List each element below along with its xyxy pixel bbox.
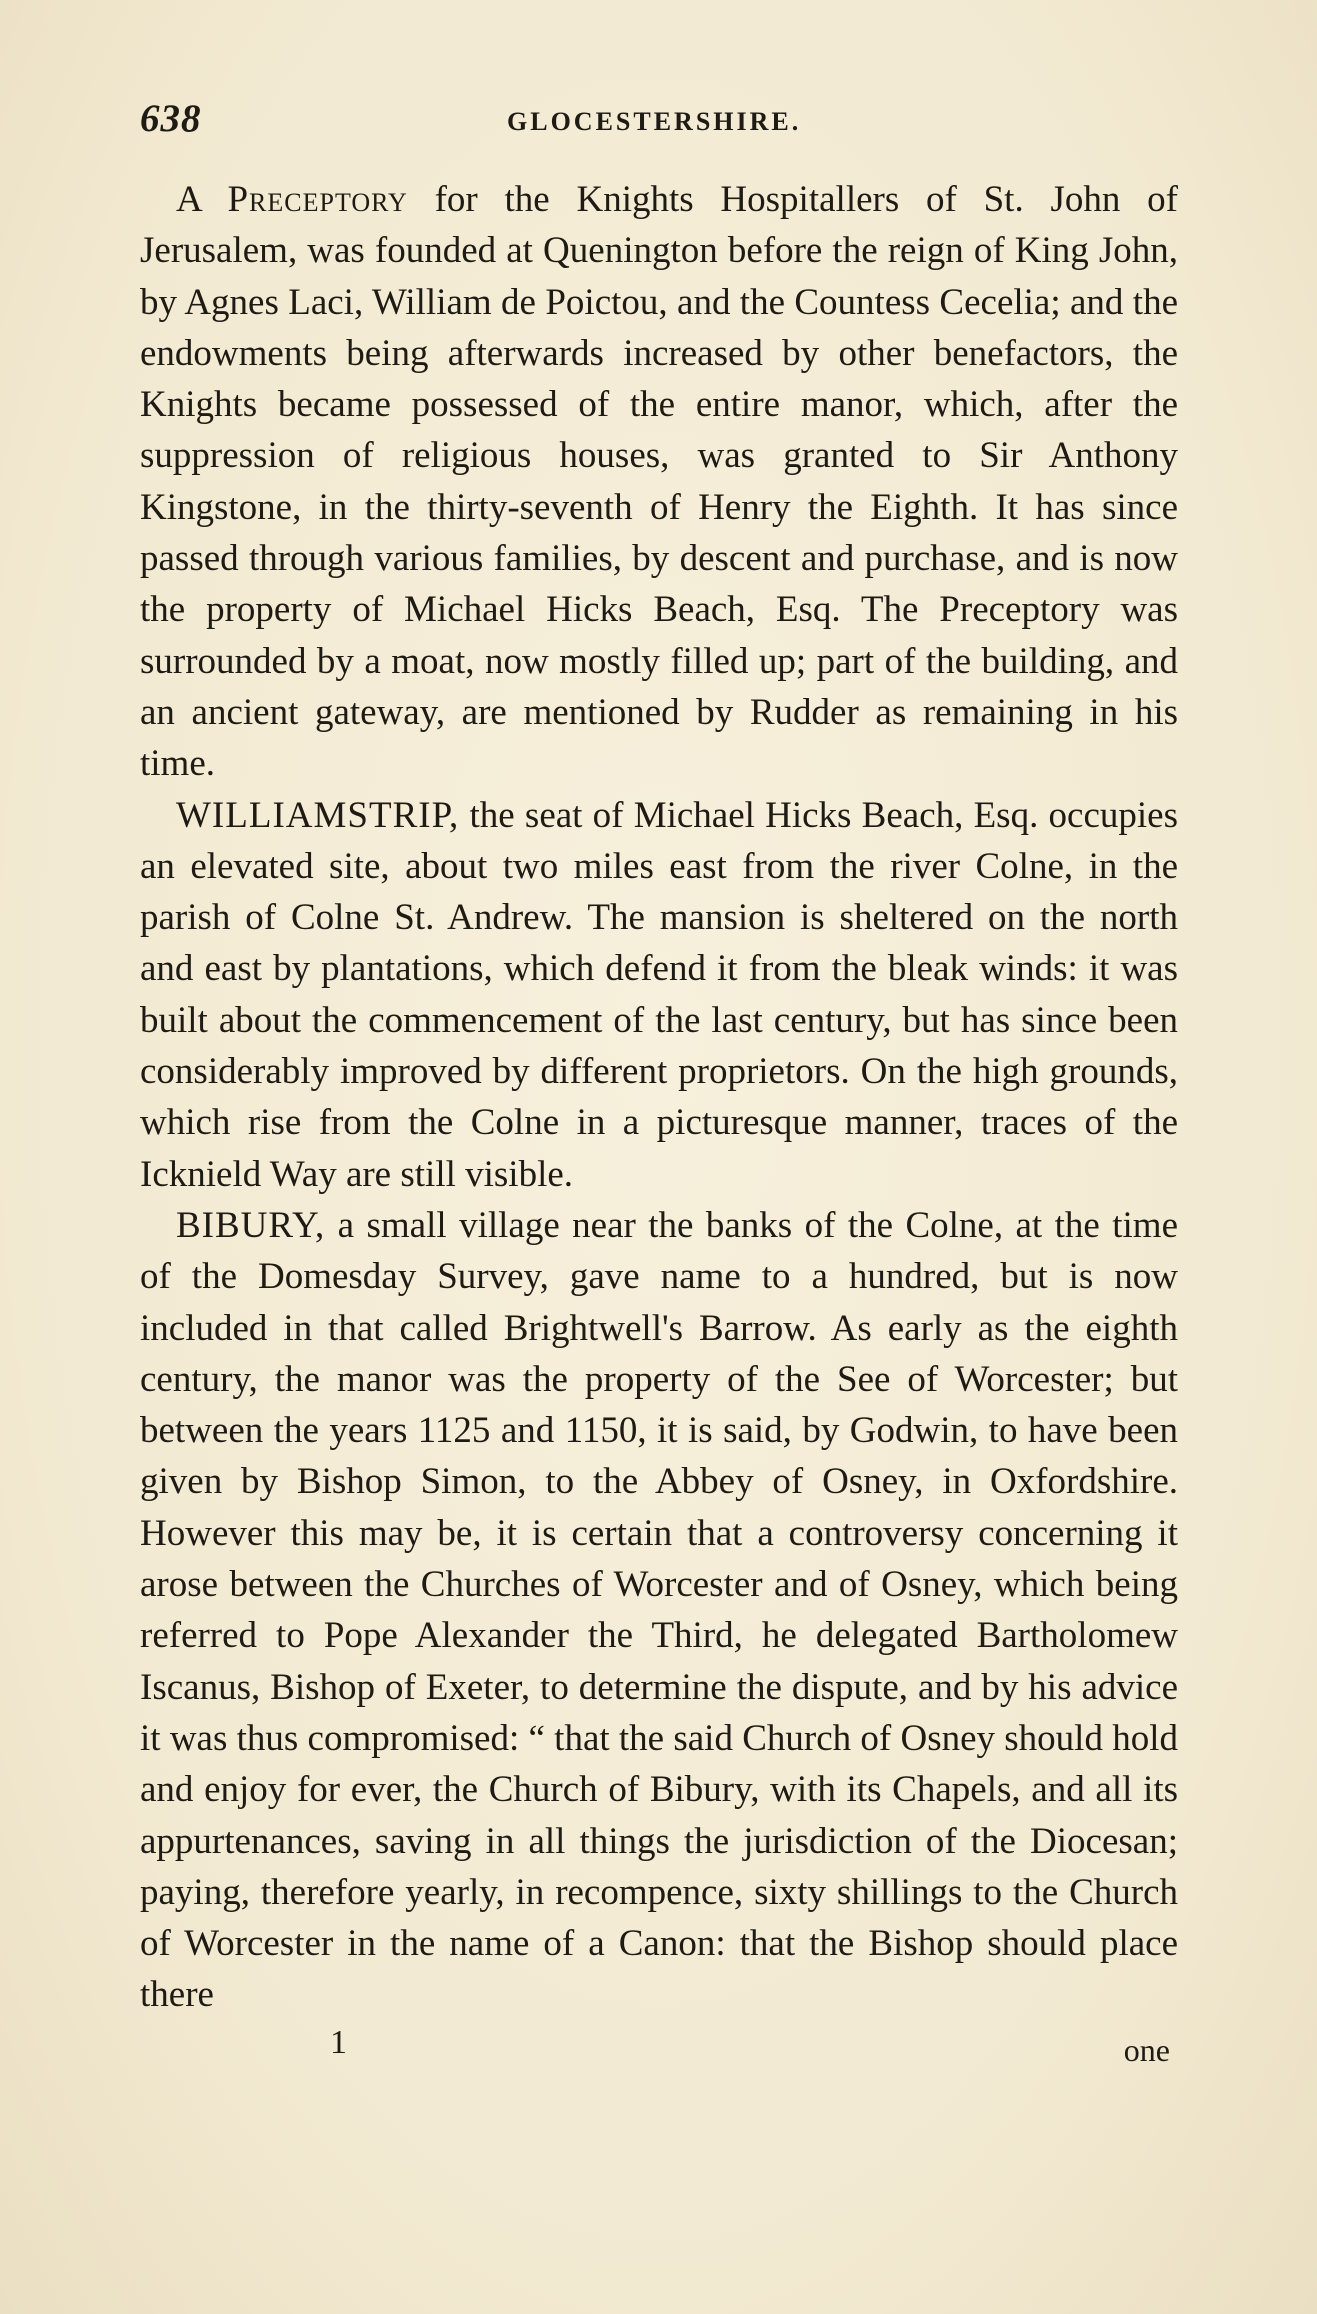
paragraph-lead-word: WILLIAMSTRIP, [176,794,460,836]
paragraph-text: for the Knights Hospitallers of St. John of Jerusalem, was founded at Quenington before the reign of King John, by Agnes Laci, William de Poictou, and the Countess Cecelia; and the endowments being afterwards increased by other benefactors, the Knights became possessed of the entire manor, which, after the suppression of religious houses, was granted to Sir Anthony Kingstone, in the thirty-seventh of Henry the Eighth. It has since passed through various families, by descent and purchase, and is now the property of Michael Hicks Beach, Esq. The Preceptory was surrounded by a moat, now mostly filled up; part of the building, and an ancient gateway, are mentioned by Rudder as remaining in his time. [140,179,1178,785]
paragraph-lead-word: BIBURY, [176,1204,326,1246]
catchword: one [1123,2032,1170,2068]
paragraph-lead-word: Preceptory [227,179,408,220]
paragraph-bibury [140,1200,1178,2021]
running-head [140,96,1180,146]
paragraph-quenington-preceptory [140,174,1178,790]
running-title: GLOCESTERSHIRE. [507,107,802,136]
paragraph-text: the seat of Michael Hicks Beach, Esq. occupies an elevated site, about two miles east from the river Colne, in the parish of Colne St. Andrew. The mansion is sheltered on the north and east by plantations, which defend it from the bleak winds: it was built about the commencement of the last century, but has since been considerably improved by different proprietors. On the high grounds, which rise from the Colne in a picturesque manner, traces of the Icknield Way are still visible. [140,794,1178,1195]
signature-mark: 1 [330,2024,347,2061]
page-number: 638 [140,97,202,140]
body-text [140,174,1178,2021]
page-footer [140,2024,1178,2072]
paragraph-lead-prefix: A [176,179,228,220]
paragraph-text: a small village near the banks of the Colne, at the time of the Domesday Survey, gave name to a hundred, but is now included in that called Brightwell's Barrow. As early as the eighth century, the manor was the property of the See of Worcester; but between the years 1125 and 1150, it is said, by Godwin, to have been given by Bishop Simon, to the Abbey of Osney, in Oxfordshire. However this may be, it is certain that a controversy concerning it arose between the Churches of Worcester and of Osney, which being referred to Pope Alexander the Third, he delegated Bartholomew Iscanus, Bishop of Exeter, to determine the dispute, and by his advice it was thus compromised: “ that the said Church of Osney should hold and enjoy for ever, the Church of Bibury, with its Chapels, and all its appurtenances, saving in all things the jurisdiction of the Diocesan; paying, therefore yearly, in recompence, sixty shillings to the Church of Worcester in the name of a Canon: that the Bishop should place there [140,1204,1178,2016]
paragraph-williamstrip [140,790,1178,1200]
